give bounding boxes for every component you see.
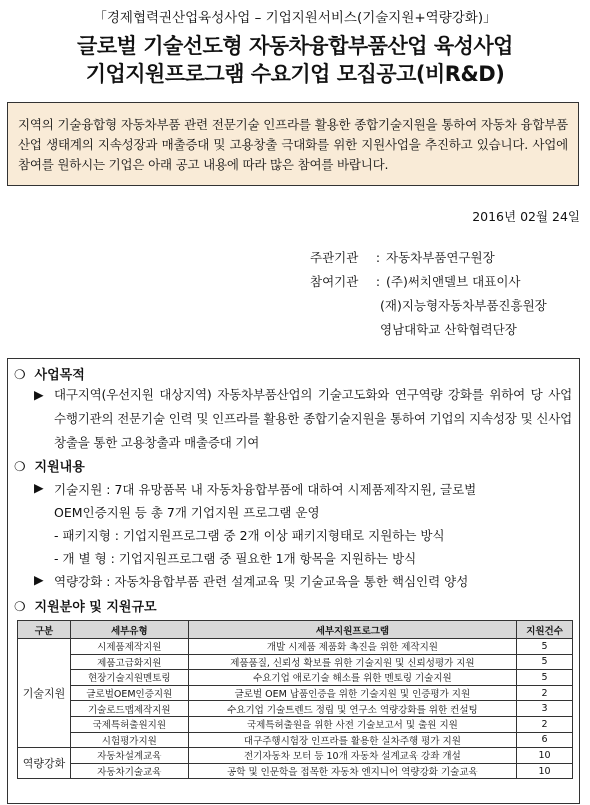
row-program: 제품품질, 신뢰성 확보를 위한 기술지원 및 신뢰성평가 지원: [188, 654, 516, 670]
individual-type-line: - 개 별 형 : 기업지원프로그램 중 필요한 1개 항목을 지원하는 방식: [54, 551, 417, 566]
section-purpose-title: 사업목적: [34, 368, 85, 383]
table-row: [18, 654, 573, 670]
host-colon: :: [375, 250, 381, 265]
row-type: 현장기술지원멘토링: [70, 670, 188, 686]
row-count: 2: [517, 685, 573, 701]
row-type: 자동차설계교육: [70, 748, 188, 764]
row-count: 5: [517, 639, 573, 655]
partner-3: 영남대학교 산학협력단장: [380, 322, 517, 337]
row-program: 대구주행시험장 인프라를 활용한 실차주행 평가 지원: [188, 732, 516, 748]
row-type: 시제품제작지원: [70, 639, 188, 655]
row-program: 수요기업 기술트렌드 정립 및 연구소 역량강화를 위한 컨설팅: [188, 701, 516, 717]
announcement-date: 2016년 02월 24일: [472, 209, 580, 224]
row-count: 10: [517, 763, 573, 779]
triangle-bullet-icon: ▶: [34, 387, 44, 402]
circle-marker-icon: ❍: [14, 460, 26, 475]
table-row: [18, 685, 573, 701]
section-content-heading: [14, 456, 85, 475]
host-value: 자동차부품연구원장: [386, 250, 495, 265]
row-program: 전기자동차 모터 등 10개 자동차 설계교육 강좌 개설: [188, 748, 516, 764]
program-subtitle: 「경제협력권산업육성사업 – 기업지원서비스(기술지원+역량강화)」: [93, 10, 497, 26]
intro-box: [7, 102, 579, 186]
group-capacity-building: 역량강화: [18, 748, 71, 779]
row-type: 제품고급화지원: [70, 654, 188, 670]
circle-marker-icon: ❍: [14, 600, 26, 615]
row-count: 5: [517, 670, 573, 686]
section-content-title: 지원내용: [34, 460, 85, 475]
partner-1: (주)써치앤델브 대표이사: [386, 274, 521, 289]
table-row: [18, 732, 573, 748]
table-row: [18, 748, 573, 764]
header-program: 세부지원프로그램: [188, 621, 516, 639]
row-type: 글로벌OEM인증지원: [70, 685, 188, 701]
capacity-building-line: 역량강화 : 자동차융합부품 관련 설계교육 및 기술교육을 통한 핵심인력 양성: [54, 574, 469, 589]
row-program: 개발 시제품 제품화 촉진을 위한 제작지원: [188, 639, 516, 655]
page-title-line1: 글로벌 기술선도형 자동차융합부품산업 육성사업: [77, 34, 513, 58]
header-type: 세부유형: [70, 621, 188, 639]
host-label: 주관기관: [310, 250, 359, 265]
row-type: 자동차기술교육: [70, 763, 188, 779]
package-type-line: - 패키지형 : 기업지원프로그램 중 2개 이상 패키지형태로 지원하는 방식: [54, 528, 445, 543]
partner-label: 참여기관: [310, 274, 359, 289]
table-row: [18, 716, 573, 732]
tech-support-line2: OEM인증지원 등 총 7개 기업지원 프로그램 운영: [54, 505, 320, 520]
section-purpose-heading: [14, 364, 85, 383]
table-row: [18, 639, 573, 655]
row-type: 시험평가지원: [70, 732, 188, 748]
purpose-text: 대구지역(우선지원 대상지역) 자동차부품산업의 기술고도화와 연구역량 강화를 위하여 당 사업 수행기관의 전문기술 인력 및 인프라를 활용한 종합기술지원을 통하여 기업의 지속성장 및 신사업 창출을 통한 고용창출과 매출증대 기여: [54, 387, 572, 450]
table-header-row: [18, 621, 573, 639]
support-table: [17, 620, 573, 779]
circle-marker-icon: ❍: [14, 368, 26, 383]
partner-2: (재)지능형자동차부품진흥원장: [380, 298, 547, 313]
page-title-line2: 기업지원프로그램 수요기업 모집공고(비R&D): [85, 62, 505, 86]
row-count: 2: [517, 716, 573, 732]
triangle-bullet-icon: ▶: [34, 572, 44, 587]
row-type: 기술로드맵제작지원: [70, 701, 188, 717]
header-category: 구분: [18, 621, 71, 639]
host-organization: [310, 248, 495, 266]
row-type: 국제특허출원지원: [70, 716, 188, 732]
row-program: 수요기업 애로기술 해소를 위한 멘토링 기술지원: [188, 670, 516, 686]
section-scope-title: 지원분야 및 지원규모: [34, 600, 157, 615]
table-row: [18, 701, 573, 717]
row-count: 10: [517, 748, 573, 764]
triangle-bullet-icon: ▶: [34, 480, 44, 495]
header-count: 지원건수: [517, 621, 573, 639]
row-count: 5: [517, 654, 573, 670]
group-tech-support: 기술지원: [18, 639, 71, 748]
row-program: 글로벌 OEM 납품인증을 위한 기술지원 및 인증평가 지원: [188, 685, 516, 701]
intro-text: 지역의 기술융합형 자동차부품 관련 전문기술 인프라를 활용한 종합기술지원을 통하여 자동차 융합부품산업 생태계의 지속성장과 매출증대 및 고용창출 극대화를 위한 지원사업을 추진하고 있습니다. 사업에 참여를 원하시는 기업은 아래 공고 내용에 따라 많은 참여를 바랍니다.: [18, 117, 568, 172]
table-row: [18, 670, 573, 686]
row-count: 6: [517, 732, 573, 748]
row-program: 국제특허출원을 위한 사전 기술보고서 및 출원 지원: [188, 716, 516, 732]
partner-colon: :: [375, 274, 381, 289]
section-scope-heading: [14, 596, 157, 615]
tech-support-line1: 기술지원 : 7대 유망품목 내 자동차융합부품에 대하여 시제품제작지원, 글로벌: [54, 482, 477, 497]
row-program: 공학 및 인문학을 접목한 자동차 엔지니어 역량강화 기술교육: [188, 763, 516, 779]
partner-organization: [310, 272, 520, 290]
table-row: [18, 763, 573, 779]
row-count: 3: [517, 701, 573, 717]
